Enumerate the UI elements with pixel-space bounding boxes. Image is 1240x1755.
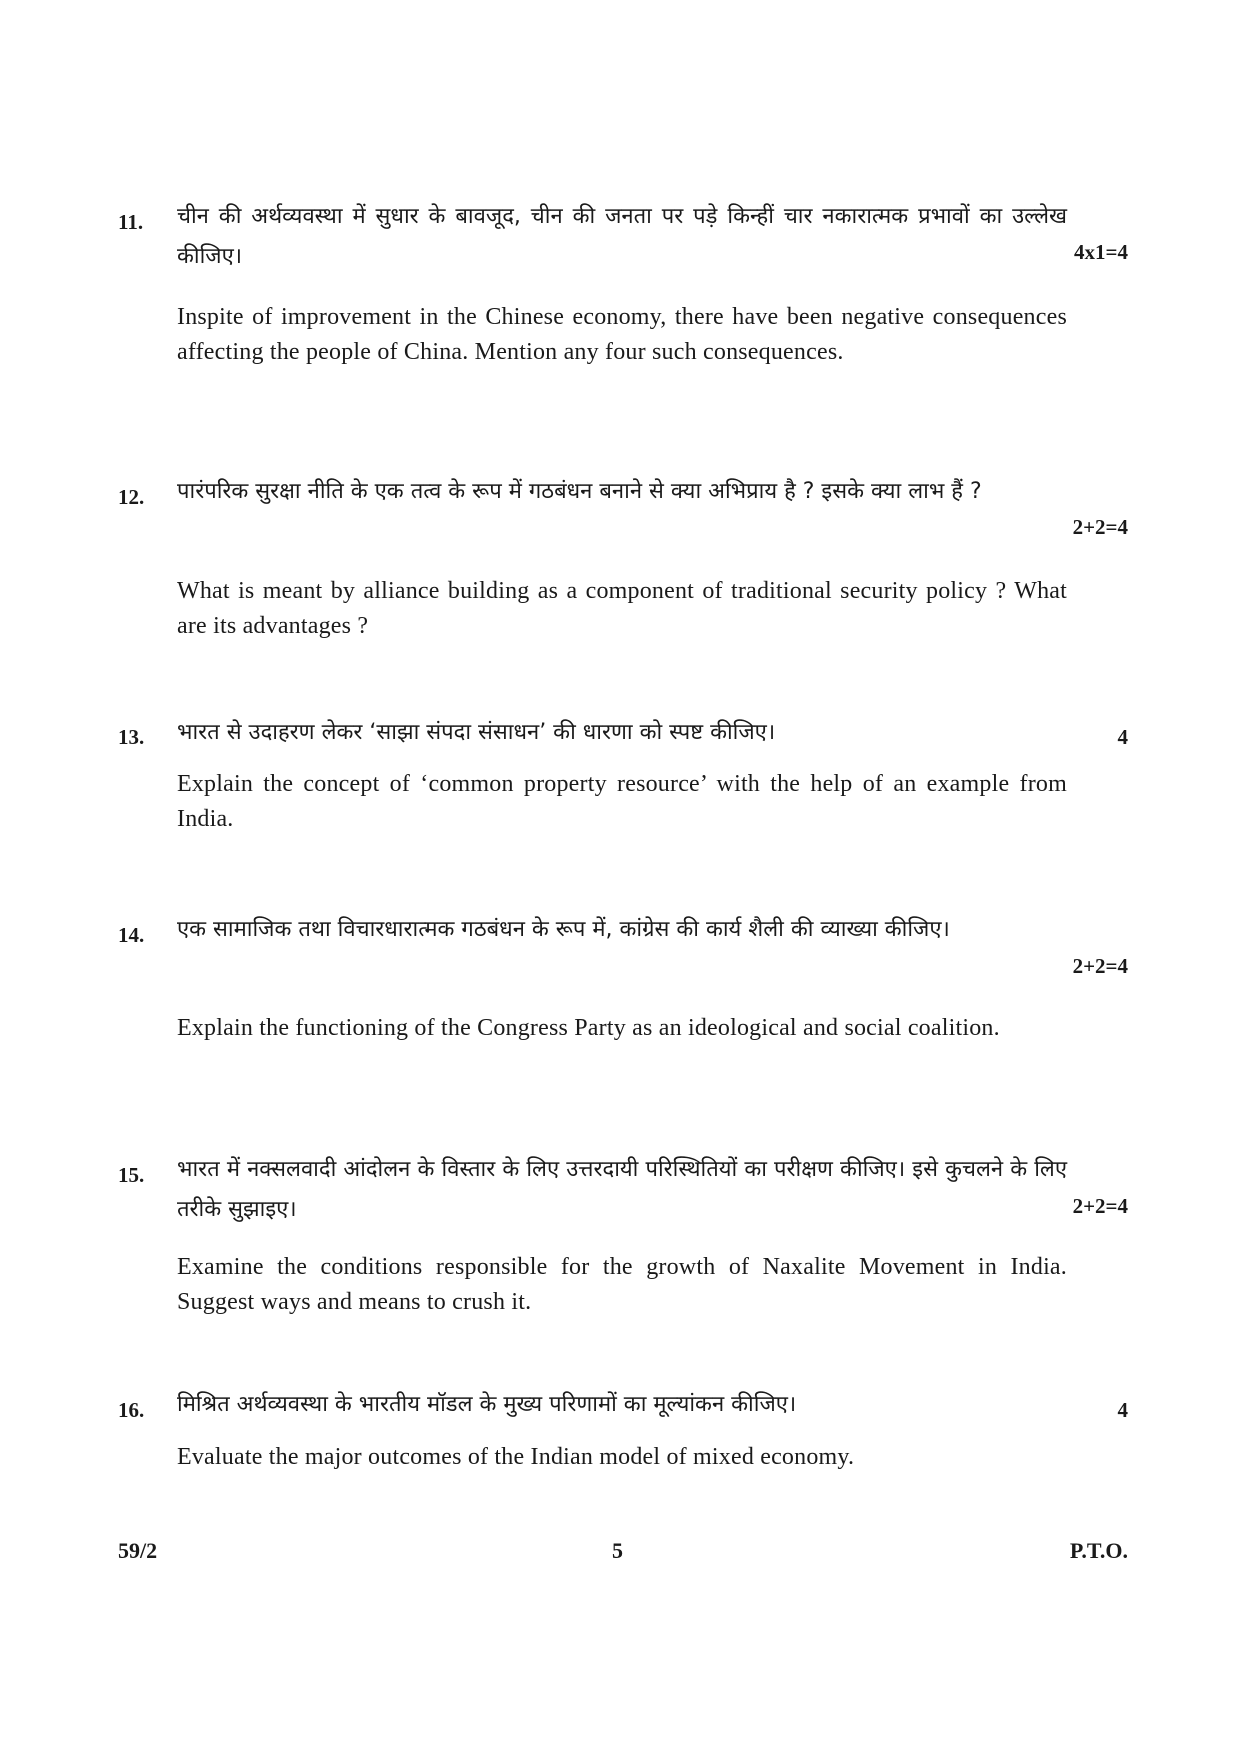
question-text-english: Examine the conditions responsible for the growth of Naxalite Movement in India. Suggest ways and means to crush it. [177,1254,1067,1315]
question-text-hindi: भारत में नक्सलवादी आंदोलन के विस्तार के लिए उत्तरदायी परिस्थितियों का परीक्षण कीजिए। इसे कुचलने के लिए तरीके सुझाइए। [177,1157,1067,1222]
question-text-hindi: एक सामाजिक तथा विचारधारात्मक गठबंधन के रूप में, कांग्रेस की कार्य शैली की व्याख्या कीजिए। [177,917,950,942]
question-marks: 2+2=4 [1072,1194,1128,1218]
question-marks: 2+2=4 [1072,515,1128,539]
question-number: 13. [118,725,145,749]
question-marks: 4 [1117,1398,1128,1422]
question-number: 14. [118,923,145,947]
question-marks: 2+2=4 [1072,954,1128,978]
question-text-english: Explain the concept of ‘common property resource’ with the help of an example from India. [177,771,1067,832]
please-turn-over: P.T.O. [1069,1538,1128,1563]
page-number: 5 [612,1538,623,1563]
question-text-english: Evaluate the major outcomes of the Indian model of mixed economy. [177,1444,855,1470]
question-marks: 4x1=4 [1074,240,1128,264]
question-number: 12. [118,485,145,509]
question-text-hindi: चीन की अर्थव्यवस्था में सुधार के बावजूद, चीन की जनता पर पड़े किन्हीं चार नकारात्मक प्रभावों का उल्लेख कीजिए। [177,204,1067,269]
question-number: 16. [118,1398,145,1422]
question-marks: 4 [1117,725,1128,749]
question-number: 11. [118,210,144,234]
question-text-english: What is meant by alliance building as a component of traditional security policy ? What are its advantages ? [177,578,1067,639]
question-text-hindi: मिश्रित अर्थव्यवस्था के भारतीय मॉडल के मुख्य परिणामों का मूल्यांकन कीजिए। [177,1392,797,1417]
question-text-hindi: पारंपरिक सुरक्षा नीति के एक तत्व के रूप में गठबंधन बनाने से क्या अभिप्राय है ? इसके क्या लाभ हैं ? [177,479,982,504]
paper-code: 59/2 [118,1538,158,1563]
question-text-hindi: भारत से उदाहरण लेकर ‘साझा संपदा संसाधन’ की धारणा को स्पष्ट कीजिए। [177,720,776,745]
question-text-english: Inspite of improvement in the Chinese economy, there have been negative consequences affecting the people of China. Mention any four such consequences. [177,304,1067,365]
question-number: 15. [118,1163,145,1187]
question-text-english: Explain the functioning of the Congress Party as an ideological and social coalition. [177,1015,1000,1041]
